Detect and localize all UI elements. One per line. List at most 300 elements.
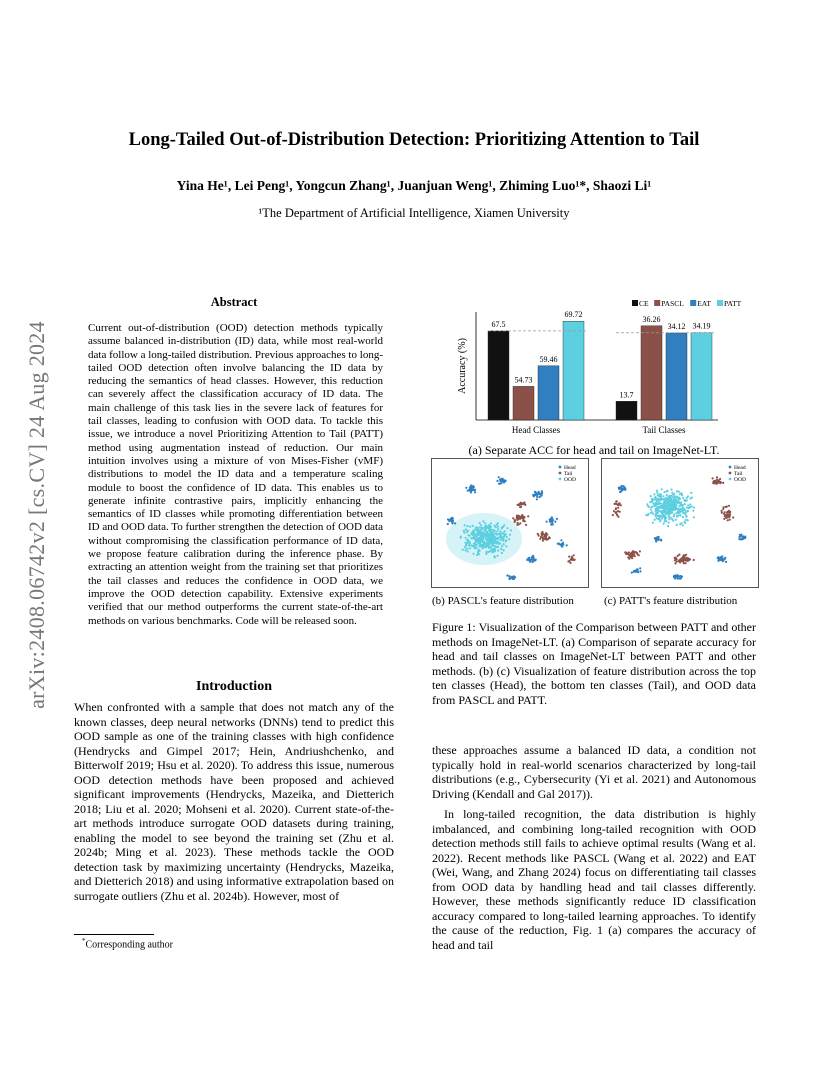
scatter-point (483, 540, 485, 542)
scatter-point (683, 499, 685, 501)
scatter-point (493, 555, 495, 557)
scatter-point (652, 522, 654, 524)
legend-marker (559, 466, 562, 469)
scatter-point (637, 553, 639, 555)
scatter-point (676, 500, 678, 502)
legend-swatch-eat (690, 300, 696, 306)
scatter-point (653, 493, 655, 495)
scatter-point (466, 525, 468, 527)
scatter-point (478, 530, 480, 532)
scatter-point (460, 537, 462, 539)
scatter-point (497, 550, 499, 552)
scatter-point (536, 496, 538, 498)
scatter-point (467, 530, 469, 532)
scatter-point (519, 504, 521, 506)
scatter-points (612, 476, 747, 580)
bar-value-label: 54.73 (514, 375, 533, 385)
scatter-point (631, 553, 633, 555)
scatter-point (661, 517, 663, 519)
bar-value-label: 36.26 (642, 314, 661, 324)
author-list: Yina He¹, Lei Peng¹, Yongcun Zhang¹, Juanjuan Weng¹, Zhiming Luo¹*, Shaozi Li¹ (176, 178, 652, 193)
scatter-point (615, 507, 617, 509)
bar-value-label: 67.5 (491, 319, 506, 329)
scatter-point (464, 524, 466, 526)
figure-caption-b: (b) PASCL's feature distribution (432, 595, 574, 607)
scatter-point (492, 548, 494, 550)
scatter-point (678, 491, 680, 493)
scatter-point (728, 505, 730, 507)
scatter-point (685, 559, 687, 561)
scatter-point (467, 490, 469, 492)
scatter-point (725, 506, 727, 508)
scatter-point (484, 536, 486, 538)
scatter-point (517, 516, 519, 518)
scatter-point (680, 522, 682, 524)
scatter-point (693, 559, 695, 561)
scatter-point (496, 555, 498, 557)
scatter-point (493, 529, 495, 531)
scatter-point (474, 533, 476, 535)
scatter-point (721, 556, 723, 558)
scatter-point (682, 512, 684, 514)
scatter-point (680, 492, 682, 494)
scatter-point (484, 522, 486, 524)
scatter-point (499, 530, 501, 532)
scatter-point (462, 549, 464, 551)
scatter-point (503, 543, 505, 545)
scatter-point (540, 494, 542, 496)
scatter-point (536, 498, 538, 500)
scatter-point (654, 496, 656, 498)
scatter-point (628, 553, 630, 555)
scatter-point (539, 496, 541, 498)
scatter-point (680, 504, 682, 506)
scatter-point (686, 507, 688, 509)
scatter-point (634, 555, 636, 557)
scatter-point (500, 482, 502, 484)
scatter-point (661, 513, 663, 515)
scatter-point (506, 574, 508, 576)
scatter-point (488, 543, 490, 545)
scatter-point (476, 527, 478, 529)
scatter-point (686, 497, 688, 499)
scatter-point (542, 536, 544, 538)
scatter-point (496, 480, 498, 482)
scatter-point (495, 533, 497, 535)
scatter-point (517, 518, 519, 520)
scatter-point (476, 532, 478, 534)
scatter-point (504, 530, 506, 532)
scatter-point (665, 517, 667, 519)
scatter-point (687, 504, 689, 506)
scatter-point (678, 514, 680, 516)
scatter-point (480, 529, 482, 531)
scatter-point (510, 529, 512, 531)
scatter-point (616, 500, 618, 502)
scatter-point (673, 493, 675, 495)
scatter-point (554, 521, 556, 523)
scatter-point (685, 519, 687, 521)
scatter-point (652, 499, 654, 501)
scatter-point (489, 546, 491, 548)
scatter-point (567, 560, 569, 562)
scatter-point (657, 537, 659, 539)
paper-title: Long-Tailed Out-of-Distribution Detection: Prioritizing Attention to Tail (128, 130, 700, 150)
scatter-point (551, 523, 553, 525)
scatter-point (546, 521, 548, 523)
scatter-point (651, 511, 653, 513)
scatter-point (676, 558, 678, 560)
scatter-point (500, 548, 502, 550)
introduction-text: When confronted with a sample that does not match any of the known classes, deep neural networks (DNNs) tend to predict this OOD sample as one of the training classes with high confidence (Hendrycks and Gimpel 2017; Hein, Andriushchenko, and Bitterwolf 2019; Hsu et al. 2020). To address this issue, numerous OOD detection methods have been proposed and achieved significant improvements (Hendrycks, Mazeika, and Dietterich 2018; Liu et al. 2020; Mohseni et al. 2020). Current state-of-the-art methods introduce surrogate OOD datasets during training, enabling the model to see beyond the training set (Zhu et al. 2024b; Ming et al. 2023). These methods tackle the OOD detection task by maximizing uncertainty (Hendrycks, Mazeika, and Dietterich 2018) and using informative extrapolation based on surrogate outliers (Zhu et al. 2024b). However, most of (74, 700, 394, 903)
scatter-point (486, 538, 488, 540)
scatter-point (490, 522, 492, 524)
scatter-point (681, 507, 683, 509)
scatter-point (491, 534, 493, 536)
scatter-point (488, 529, 490, 531)
scatter-point (663, 491, 665, 493)
scatter-point (465, 544, 467, 546)
legend-label: Head (734, 465, 746, 471)
scatter-point (484, 530, 486, 532)
scatter-point (618, 488, 620, 490)
scatter-point (613, 510, 615, 512)
scatter-point (488, 524, 490, 526)
scatter-point (501, 545, 503, 547)
scatter-point (522, 518, 524, 520)
scatter-point (678, 577, 680, 579)
scatter-point (570, 558, 572, 560)
scatter-point (513, 577, 515, 579)
scatter-point (478, 553, 480, 555)
scatter-point (472, 525, 474, 527)
scatter-point (548, 536, 550, 538)
scatter-point (465, 549, 467, 551)
scatter-point (656, 490, 658, 492)
scatter-point (647, 513, 649, 515)
scatter-point (479, 522, 481, 524)
scatter-point (486, 526, 488, 528)
scatter-point (680, 558, 682, 560)
scatter-point (533, 495, 535, 497)
scatter-point (505, 533, 507, 535)
scatter-point (633, 570, 635, 572)
legend-label: OOD (734, 477, 746, 483)
scatter-point (690, 492, 692, 494)
scatter-point (739, 534, 741, 536)
scatter-point (656, 492, 658, 494)
scatter-point (667, 525, 669, 527)
scatter-point (569, 562, 571, 564)
scatter-point (668, 510, 670, 512)
scatter-point (651, 506, 653, 508)
scatter-point (689, 506, 691, 508)
scatter-point (505, 545, 507, 547)
scatter-point (668, 503, 670, 505)
scatter-point (672, 504, 674, 506)
scatter-point (673, 515, 675, 517)
scatter-point (658, 517, 660, 519)
scatter-point (476, 554, 478, 556)
scatter-point (496, 530, 498, 532)
chart-legend (632, 299, 742, 308)
scatter-point (682, 524, 684, 526)
abstract-text: Current out-of-distribution (OOD) detection methods typically assume balanced in-distribution (ID) data, while most real-world data follow a long-tailed distribution. Previous approaches to long-tailed OOD detection often involve balancing the ID data by reducing the semantics of head classes. However, this reduction can severely affect the classification accuracy of ID data. The main challenge of this task lies in the severe lack of features for tail classes, leading to confusion with OOD data. To tackle this issue, we introduce a novel Prioritizing Attention to Tail (PATT) method using augmentation instead of reduction. Our main intuition involves using a mixture of von Mises-Fisher (vMF) distributions to model the ID data and a temperature scaling module to boost the confidence of ID data. This enables us to generate infinite contrastive pairs, implicitly enhancing the semantics of ID classes while promoting differentiation between ID and OOD data. To further strengthen the detection of OOD data without compromising the classification performance of ID data, we propose feature calibration during the inference phase. By extracting an attention weight from the training set that prioritizes the tail classes and reduces the confidence in OOD data, we improve the OOD detection capability. Extensive experiments verified that our method outperforms the current state-of-the-art methods on various benchmarks. Code will be released soon. (88, 322, 383, 627)
bar-ce-head (488, 331, 509, 420)
scatter-point (668, 516, 670, 518)
scatter-point (492, 539, 494, 541)
scatter-point (447, 518, 449, 520)
scatter-point (722, 508, 724, 510)
scatter-point (650, 495, 652, 497)
scatter-point (568, 556, 570, 558)
scatter-point (671, 511, 673, 513)
paragraph-1: these approaches assume a balanced ID data, a condition not typically hold in real-world scenarios characterized by long-tail distributions (e.g., Cybersecurity (Yi et al. 2021) and Autonomous Driving (Kendall and Gal 2017)). (432, 743, 756, 801)
legend-label-eat: EAT (697, 299, 711, 308)
scatter-point (497, 526, 499, 528)
category-label: Tail Classes (642, 425, 686, 435)
scatter-point (661, 488, 663, 490)
figure-caption-c: (c) PATT's feature distribution (604, 595, 738, 607)
category-label: Head Classes (511, 425, 561, 435)
scatter-point (451, 518, 453, 520)
bar-value-label: 59.46 (539, 354, 558, 364)
scatter-point (471, 544, 473, 546)
scatter-point (566, 544, 568, 546)
scatter-point (636, 569, 638, 571)
scatter-point (657, 494, 659, 496)
scatter-point (505, 480, 507, 482)
scatter-point (689, 497, 691, 499)
scatter-point (452, 521, 454, 523)
scatter-point (659, 515, 661, 517)
scatter-point (666, 494, 668, 496)
bar-eat-tail (666, 333, 687, 420)
scatter-point (479, 542, 481, 544)
scatter-point (497, 546, 499, 548)
bar-eat-head (538, 366, 559, 420)
scatter-point (656, 509, 658, 511)
scatter-point (678, 554, 680, 556)
affiliation: ¹The Department of Artificial Intelligence, Xiamen University (258, 206, 570, 220)
scatter-point (449, 520, 451, 522)
scatter-point (620, 504, 622, 506)
footnote-rule (74, 934, 154, 935)
scatter-point (658, 498, 660, 500)
introduction-heading: Introduction (196, 679, 272, 694)
scatter-point (630, 556, 632, 558)
scatter-point (503, 524, 505, 526)
scatter-point (479, 526, 481, 528)
paragraph-2: In long-tailed recognition, the data distribution is highly imbalanced, and combining long-tailed recognition with OOD detection methods still fails to achieve optimal results (Wang et al. 2022). Recent methods like PASCL (Wang et al. 2022) and EAT (Wei, Wang, and Zhang 2024) focus on differentiating tail classes from OOD data by handling head and tail classes differently. However, these methods significantly reduce ID classification accuracy compared to long-tailed learning approaches. To identify the cause of the reduction, Fig. 1 (a) compares the accuracy of head and tail (432, 807, 756, 952)
scatter-point (469, 547, 471, 549)
scatter-point (518, 523, 520, 525)
scatter-point (667, 490, 669, 492)
legend-label: Tail (564, 471, 573, 477)
y-axis-label: Accuracy (%) (457, 338, 468, 394)
scatter-point (663, 500, 665, 502)
scatter-point (716, 476, 718, 478)
scatter-point (675, 519, 677, 521)
scatter-point (478, 537, 480, 539)
scatter-point (482, 520, 484, 522)
scatter-point (475, 544, 477, 546)
scatter-point (560, 539, 562, 541)
scatter-point (620, 490, 622, 492)
scatter-point (687, 510, 689, 512)
scatter-point (509, 534, 511, 536)
scatter-point (492, 536, 494, 538)
scatter-point (743, 536, 745, 538)
patt-feature-scatter (601, 458, 759, 588)
scatter-point (678, 502, 680, 504)
scatter-point (682, 497, 684, 499)
scatter-point (639, 567, 641, 569)
scatter-point (722, 482, 724, 484)
scatter-point (469, 526, 471, 528)
scatter-point (484, 546, 486, 548)
legend-swatch-ce (632, 300, 638, 306)
scatter-point (506, 527, 508, 529)
scatter-point (632, 550, 634, 552)
scatter-point (465, 537, 467, 539)
scatter-point (722, 560, 724, 562)
scatter-point (522, 503, 524, 505)
scatter-point (654, 519, 656, 521)
legend-label-pascl: PASCL (661, 299, 684, 308)
scatter-point (724, 511, 726, 513)
scatter-point (473, 536, 475, 538)
scatter-point (469, 486, 471, 488)
scatter-point (639, 550, 641, 552)
scatter-point (486, 532, 488, 534)
scatter-point (677, 508, 679, 510)
scatter-point (465, 487, 467, 489)
scatter-point (740, 538, 742, 540)
scatter-point (618, 503, 620, 505)
scatter-point (474, 491, 476, 493)
scatter-point (537, 533, 539, 535)
scatter-point (665, 513, 667, 515)
scatter-point (720, 559, 722, 561)
figure-1-caption: Figure 1: Visualization of the Comparison between PATT and other methods on ImageNet-LT. (a) Comparison of separate accuracy for head and tail classes on ImageNet-LT between PATT and other methods. (b) (c) Visualization of feature distribution across the top ten classes (Head), the bottom ten classes (Tail), and OOD data from PASCL and PATT. (432, 620, 756, 707)
scatter-point (693, 506, 695, 508)
scatter-point (619, 511, 621, 513)
scatter-point (649, 501, 651, 503)
scatter-point (530, 561, 532, 563)
scatter-point (533, 557, 535, 559)
scatter-point (496, 524, 498, 526)
legend-label-ce: CE (639, 299, 649, 308)
scatter-point (490, 529, 492, 531)
legend-marker (559, 472, 562, 475)
bar-ce-tail (616, 401, 637, 420)
legend-marker (729, 478, 732, 481)
bar-value-label: 13.7 (619, 390, 634, 400)
scatter-point (484, 537, 486, 539)
bars (488, 310, 716, 435)
scatter-point (454, 522, 456, 524)
scatter-point (557, 543, 559, 545)
footnote-text: Corresponding author (85, 939, 173, 951)
bar-pascl-head (513, 386, 534, 420)
scatter-point (546, 538, 548, 540)
scatter-point (468, 540, 470, 542)
scatter-point (684, 513, 686, 515)
scatter-point (498, 476, 500, 478)
scatter-point (479, 550, 481, 552)
scatter-point (723, 518, 725, 520)
scatter-point (738, 536, 740, 538)
scatter-point (490, 531, 492, 533)
scatter-point (712, 477, 714, 479)
figure-caption-a: (a) Separate ACC for head and tail on ImageNet-LT. (468, 443, 720, 457)
scatter-point (466, 542, 468, 544)
scatter-point (527, 515, 529, 517)
scatter-point (497, 537, 499, 539)
scatter-point (465, 529, 467, 531)
scatter-point (525, 524, 527, 526)
scatter-point (483, 532, 485, 534)
scatter-point (463, 532, 465, 534)
scatter-point (475, 535, 477, 537)
legend-label: OOD (564, 477, 576, 483)
scatter-point (573, 559, 575, 561)
scatter-point (675, 496, 677, 498)
scatter-point (681, 576, 683, 578)
scatter-point (676, 512, 678, 514)
scatter-point (674, 509, 676, 511)
scatter-point (623, 488, 625, 490)
scatter-point (530, 558, 532, 560)
scatter-point (472, 488, 474, 490)
scatter-point (732, 516, 734, 518)
scatter-point (508, 538, 510, 540)
scatter-point (725, 561, 727, 563)
scatter-point (675, 560, 677, 562)
scatter-point (447, 523, 449, 525)
scatter-point (675, 498, 677, 500)
scatter-point (666, 501, 668, 503)
scatter-point (512, 517, 514, 519)
scatter-point (669, 500, 671, 502)
scatter-point (485, 553, 487, 555)
scatter-point (463, 530, 465, 532)
scatter-point (527, 557, 529, 559)
footnote-mark: * (82, 937, 86, 945)
scatter-point (625, 553, 627, 555)
scatter-point (658, 510, 660, 512)
scatter-point (712, 481, 714, 483)
scatter-point (496, 542, 498, 544)
scatter-point (475, 546, 477, 548)
scatter-point (623, 485, 625, 487)
scatter-point (467, 550, 469, 552)
legend-swatch-patt (717, 300, 723, 306)
legend-label: Tail (734, 471, 743, 477)
bar-value-label: 69.72 (564, 310, 583, 320)
scatter-point (663, 523, 665, 525)
scatter-point (725, 517, 727, 519)
scatter-point (534, 491, 536, 493)
scatter-point (469, 535, 471, 537)
scatter-point (655, 540, 657, 542)
scatter-point (654, 537, 656, 539)
scatter-point (464, 546, 466, 548)
scatter-point (503, 549, 505, 551)
scatter-point (497, 528, 499, 530)
scatter-point (538, 491, 540, 493)
